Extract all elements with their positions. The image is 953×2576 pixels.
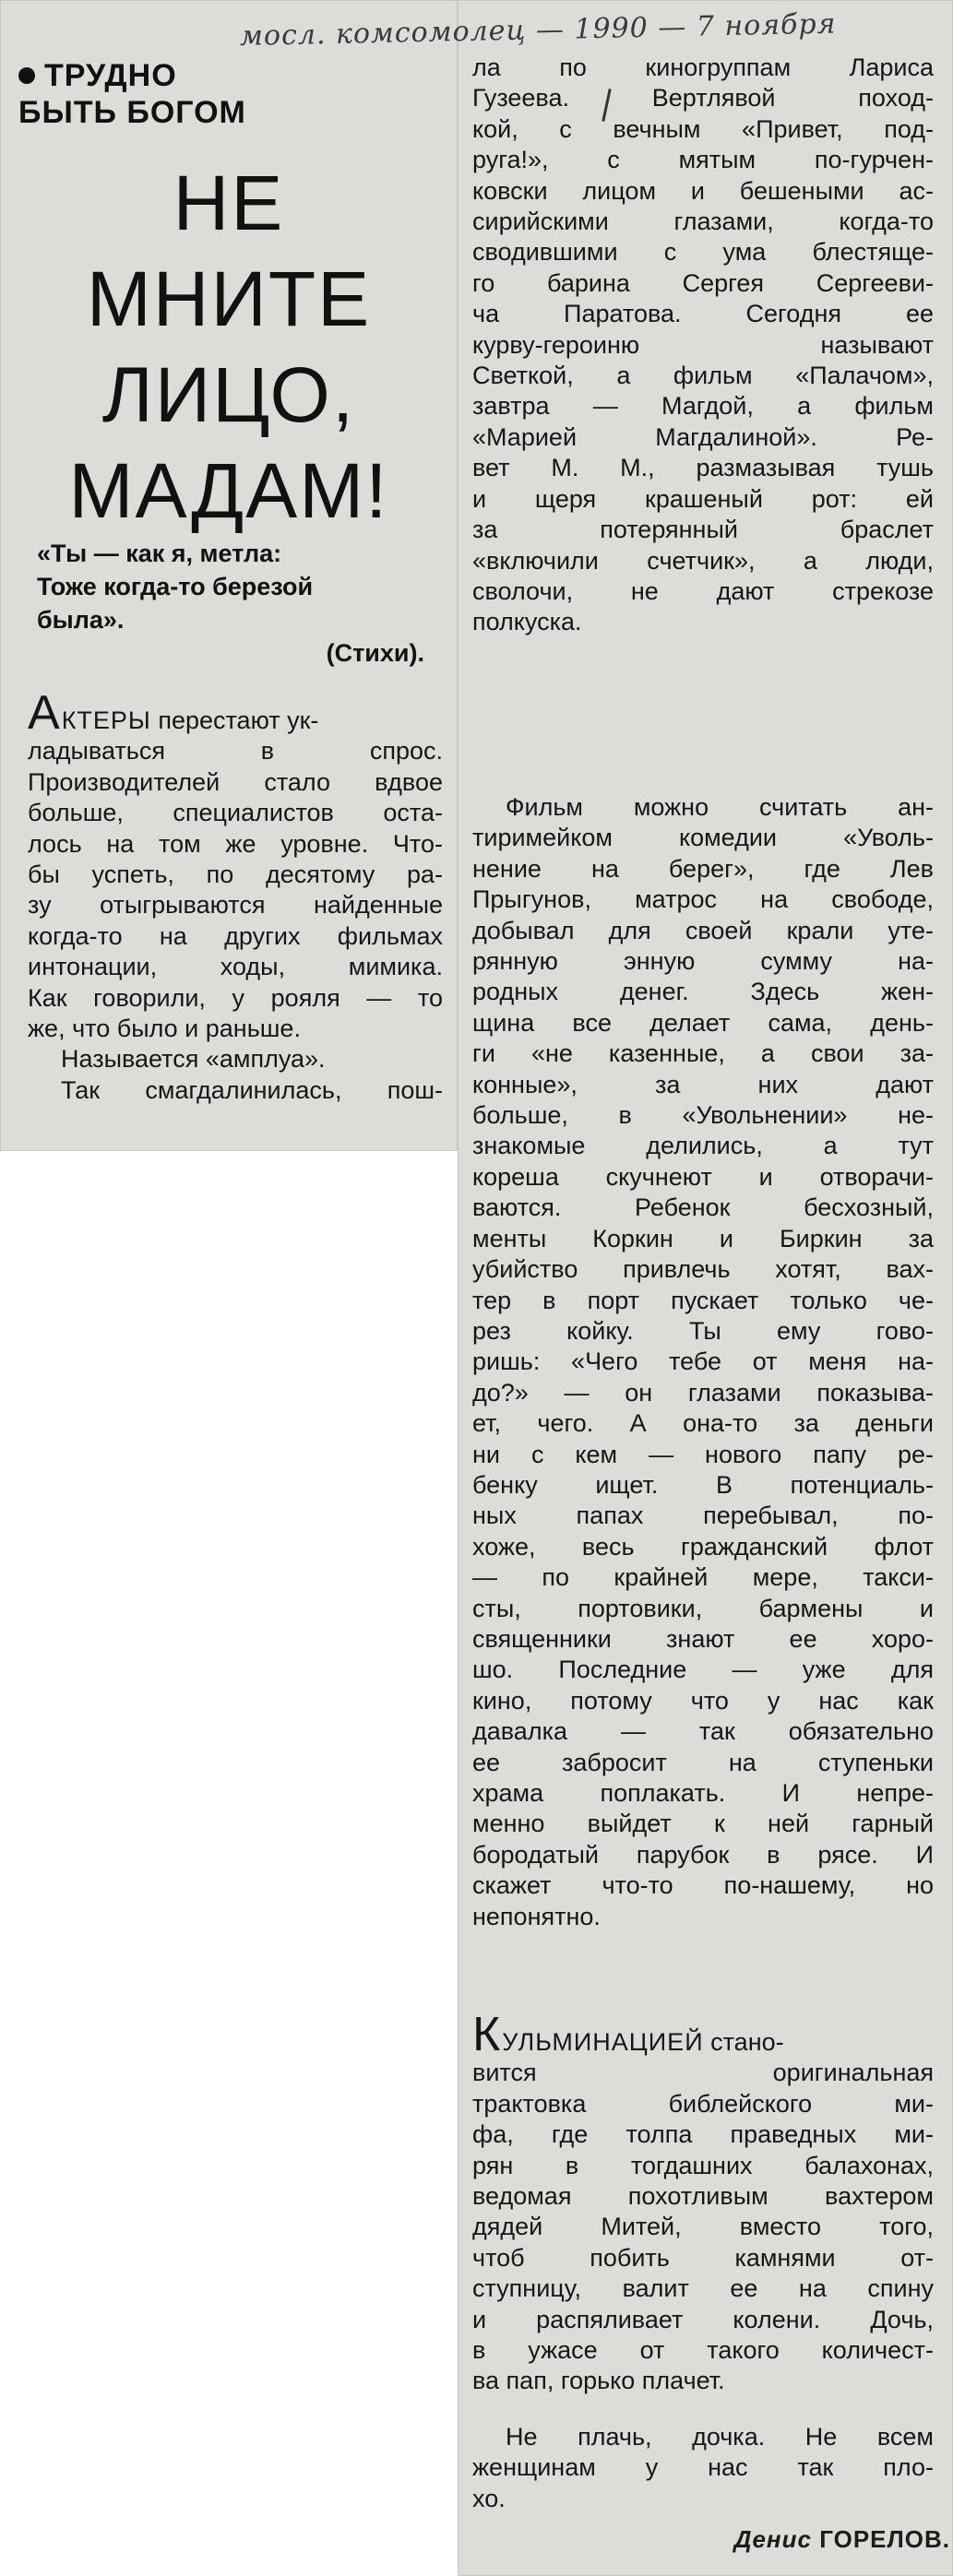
text-line: давалка — так обязательно <box>472 1717 934 1746</box>
text-line: ет, чего. А она-то за деньги <box>472 1409 934 1438</box>
text-line: скажет что-то по-нашему, но <box>472 1871 934 1900</box>
text-line: ладываться в спрос. <box>28 737 443 766</box>
text-line: курву-героиню называют <box>472 330 934 359</box>
text-line: знакомые делились, а тут <box>472 1132 934 1160</box>
right-column-text-bottom <box>472 2008 934 2397</box>
text-line: вет М. М., размазывая тушь <box>472 454 934 482</box>
text-line: рянную энную сумму на- <box>472 947 934 976</box>
epigraph-source: (Стихи). <box>326 639 424 667</box>
text-line: за потерянный браслет <box>472 516 934 544</box>
text-line: ковски лицом и бешеными ас- <box>472 176 934 205</box>
text-line: нение на берег», где Лев <box>472 854 934 883</box>
text-line: бы успеть, по десятому ра- <box>28 861 443 889</box>
text-line: Не плачь, дочка. Не всем <box>506 2423 934 2451</box>
epigraph-line: «Ты — как я, метла: <box>37 540 282 567</box>
text-line: «Марией Магдалиной». Ре- <box>472 422 934 451</box>
text-line: кино, потому что у нас как <box>472 1686 934 1715</box>
text-line: лось на том же уровне. Что- <box>28 829 443 858</box>
text-line: трактовка библейского ми- <box>472 2089 934 2118</box>
text-line: ваются. Ребенок бесхозный, <box>472 1193 934 1222</box>
text-line: хоже, весь гражданский флот <box>472 1532 934 1561</box>
text-line: и распяливает колени. Дочь, <box>472 2305 934 2333</box>
text-line: Гузеева. Вертлявой поход- <box>472 84 934 113</box>
text-line: Прыгунов, матрос на свободе, <box>472 885 934 914</box>
epigraph <box>37 537 424 670</box>
text-line: ча Паратова. Сегодня ее <box>472 300 934 328</box>
handwritten-source-note: мосл. комсомолец — 1990 — 7 ноября <box>239 7 837 53</box>
text-line: непонятно. <box>472 1902 601 1930</box>
text-line: больше, в «Увольнении» не- <box>472 1101 934 1130</box>
left-column-text <box>28 686 443 1106</box>
text-line: чтоб побить камнями от- <box>472 2243 934 2272</box>
text-line: сволочи, не дают стрекозе <box>472 576 934 605</box>
text-line: кореша скучнеют и отворачи- <box>472 1162 934 1191</box>
right-column-text-closing <box>472 2422 934 2514</box>
text-line: бенку ищет. В потенциаль- <box>472 1470 934 1499</box>
text-line: дядей Митей, вместо того, <box>472 2213 934 2241</box>
text-line: завтра — Магдой, а фильм <box>472 392 934 421</box>
text-line: до?» — он глазами показыва- <box>472 1378 934 1407</box>
bullet-icon <box>18 67 35 84</box>
text-line: и щеря крашеный рот: ей <box>472 484 934 513</box>
text-line: го барина Сергея Сергееви- <box>472 268 934 297</box>
text-line: ступницу, валит ее на спину <box>472 2274 934 2303</box>
text-line: руга!», с мятым по-гурчен- <box>472 146 934 174</box>
text-line: ни с кем — нового папу ре- <box>472 1440 934 1468</box>
text-line: шо. Последние — уже для <box>472 1656 934 1684</box>
text-line: ее забросит на ступеньки <box>472 1748 934 1776</box>
author-byline <box>646 2525 950 2554</box>
text-line: интонации, ходы, мимика. <box>28 953 443 981</box>
text-line: добывал для своей крали уте- <box>472 916 934 944</box>
text-line: тиримейком комедии «Уволь- <box>472 824 934 852</box>
dropcap: К <box>472 2008 501 2061</box>
text-line: же, что было и раньше. <box>28 1015 301 1043</box>
right-column-text-top <box>472 53 934 638</box>
text-line: «включили счетчик», а люди, <box>472 546 934 575</box>
article-headline <box>0 155 458 539</box>
text-line: конные», за них дают <box>472 1070 934 1098</box>
rubric-line-1: ТРУДНО <box>44 58 177 93</box>
text-line: в ужасе от такого количест- <box>472 2336 934 2365</box>
text-line: родных денег. Здесь жен- <box>472 978 934 1006</box>
text-line: хо. <box>472 2484 506 2512</box>
text-line: Фильм можно считать ан- <box>506 793 934 821</box>
text-line: полкуска. <box>472 608 582 636</box>
dropcap: А <box>28 686 60 740</box>
epigraph-line: была». <box>37 606 125 634</box>
headline-line: МАДАМ! <box>68 447 389 534</box>
author-last-name: ГОРЕЛОВ. <box>819 2525 950 2553</box>
text-line: ги «не казенные, а свои за- <box>472 1039 934 1068</box>
text-line: ришь: «Чего тебе от меня на- <box>472 1347 934 1376</box>
text-line: когда-то на других фильмах <box>28 921 443 950</box>
headline-line: НЕ <box>173 160 285 246</box>
text-line: КУЛЬМИНАЦИЕЙ стано- <box>472 2008 784 2061</box>
text-line: Светкой, а фильм «Палачом», <box>472 362 934 390</box>
text-line: ва пап, горько плачет. <box>472 2367 725 2395</box>
text-line: — по крайней мере, такси- <box>472 1563 934 1592</box>
author-first-name: Денис <box>733 2525 812 2553</box>
text-line: тер в порт пускает только че- <box>472 1286 934 1314</box>
text-line: Производителей стало вдвое <box>28 767 443 796</box>
text-line: ных папах перебывал, по- <box>472 1502 934 1530</box>
text-line: фа, где толпа праведных ми- <box>472 2120 934 2149</box>
text-line: щина все делает сама, день- <box>472 1008 934 1037</box>
text-line: АКТЕРЫ перестают ук- <box>28 686 319 740</box>
headline-line: МНИТЕ <box>86 255 372 342</box>
text-line: менно выйдет к ней гарный <box>472 1810 934 1838</box>
text-line: сирийскими глазами, когда-то <box>472 208 934 236</box>
text-line: храма поплакать. И непре- <box>472 1779 934 1807</box>
text-line: Так смагдалинилась, пош- <box>61 1075 443 1104</box>
text-line: больше, специалистов оста- <box>28 799 443 827</box>
text-line: зу отыгрываются найденные <box>28 891 443 920</box>
rubric-line-2: БЫТЬ БОГОМ <box>18 95 246 130</box>
text-line: кой, с вечным «Привет, под- <box>472 114 934 143</box>
text-line: вится оригинальная <box>472 2059 934 2087</box>
text-line: священники знают ее хоро- <box>472 1624 934 1653</box>
epigraph-line: Тоже когда-то березой <box>37 573 314 600</box>
headline-line: ЛИЦО, <box>101 351 356 438</box>
text-line: рез койку. Ты ему гово- <box>472 1316 934 1345</box>
text-line: Как говорили, у рояля — то <box>28 983 443 1012</box>
text-line: Называется «амплуа». <box>61 1045 326 1074</box>
text-line: убийство привлечь хотят, вах- <box>472 1255 934 1284</box>
text-line: ведомая похотливым вахтером <box>472 2182 934 2211</box>
text-line: бородатый парубок в рясе. И <box>472 1840 934 1869</box>
right-column-text-middle <box>472 792 934 1932</box>
rubric <box>18 57 295 131</box>
text-line: женщинам у нас так пло- <box>472 2453 934 2482</box>
text-line: менты Коркин и Биркин за <box>472 1224 934 1252</box>
text-line: сты, портовики, бармены и <box>472 1594 934 1622</box>
text-line: ла по киногруппам Лариса <box>472 53 934 81</box>
text-line: сводившими с ума блестяще- <box>472 238 934 267</box>
text-line: рян в тогдашних балахонах, <box>472 2151 934 2179</box>
